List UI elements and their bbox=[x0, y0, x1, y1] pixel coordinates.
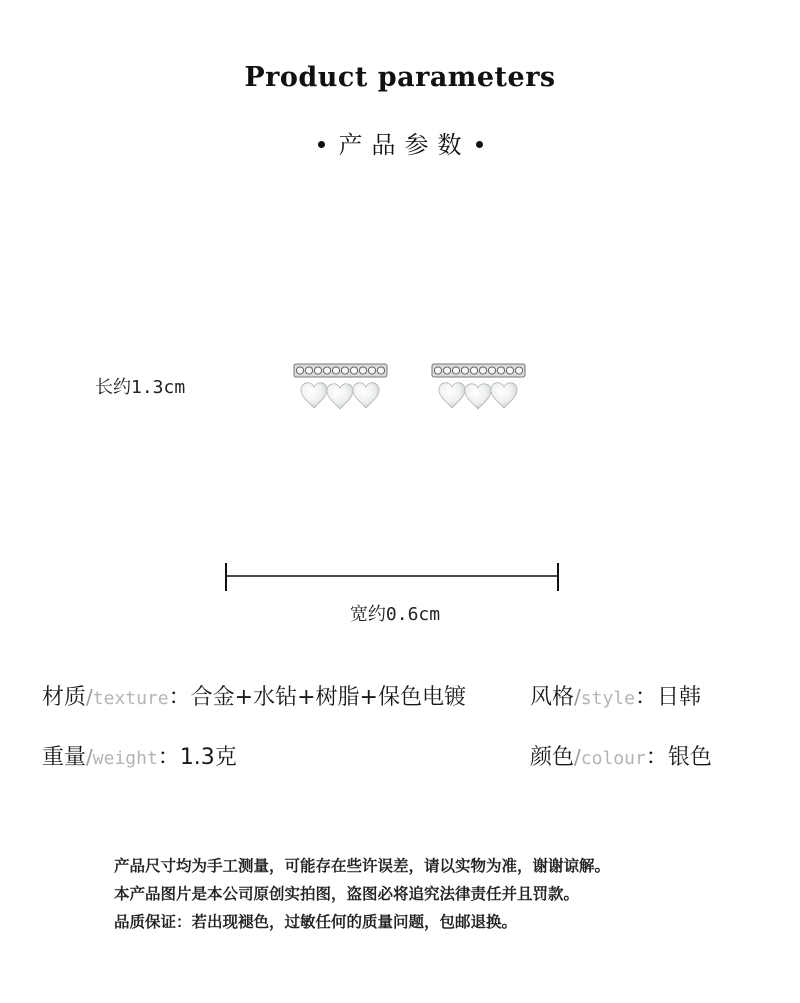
spec-style-label: 风格 bbox=[530, 685, 575, 710]
notice-block bbox=[114, 852, 610, 936]
spec-color-value: 银色 bbox=[667, 745, 712, 770]
spec-material-label: 材质 bbox=[42, 685, 87, 710]
spec-color-label: 颜色 bbox=[530, 745, 575, 770]
spec-style-en: style bbox=[580, 688, 635, 709]
spec-weight-label: 重量 bbox=[42, 745, 87, 770]
spec-slash: / bbox=[86, 685, 93, 709]
spec-weight-value: 1.3克 bbox=[179, 745, 237, 770]
spec-slash: / bbox=[86, 745, 93, 769]
notice-line: 本产品图片是本公司原创实拍图，盗图必将追究法律责任并且罚款。 bbox=[114, 885, 580, 903]
spec-weight-sep: ： bbox=[157, 745, 180, 770]
spec-slash: / bbox=[574, 685, 581, 709]
notice-line: 品质保证：若出现褪色，过敏任何的质量问题，包邮退换。 bbox=[114, 913, 518, 931]
spec-material-en: texture bbox=[92, 688, 169, 709]
spec-color bbox=[530, 740, 712, 771]
earring-right bbox=[432, 364, 525, 409]
notice-line: 产品尺寸均为手工测量，可能存在些许误差，请以实物为准，谢谢谅解。 bbox=[114, 857, 611, 875]
spec-material-sep: ： bbox=[168, 685, 191, 710]
spec-slash: / bbox=[574, 745, 581, 769]
length-label: 长约1.3cm bbox=[95, 377, 186, 398]
earring-left bbox=[294, 364, 387, 409]
subtitle-text: 产品参数 bbox=[338, 131, 471, 159]
earrings-product-image bbox=[288, 355, 538, 415]
spec-style bbox=[530, 680, 701, 711]
page-title: Product parameters bbox=[244, 62, 556, 93]
spec-material bbox=[42, 680, 466, 711]
width-dimension-line bbox=[225, 563, 559, 591]
spec-material-value: 合金+水钻+树脂+保色电镀 bbox=[190, 685, 466, 710]
spec-weight-en: weight bbox=[92, 748, 158, 769]
page-subtitle bbox=[0, 125, 800, 160]
width-label: 宽约0.6cm bbox=[349, 604, 441, 625]
spec-style-sep: ： bbox=[634, 685, 657, 710]
spec-style-value: 日韩 bbox=[656, 685, 701, 710]
bullet-dot-left bbox=[318, 141, 325, 148]
spec-color-en: colour bbox=[580, 748, 646, 769]
spec-color-sep: ： bbox=[645, 745, 668, 770]
spec-weight bbox=[42, 740, 237, 771]
bullet-dot-right bbox=[476, 141, 483, 148]
